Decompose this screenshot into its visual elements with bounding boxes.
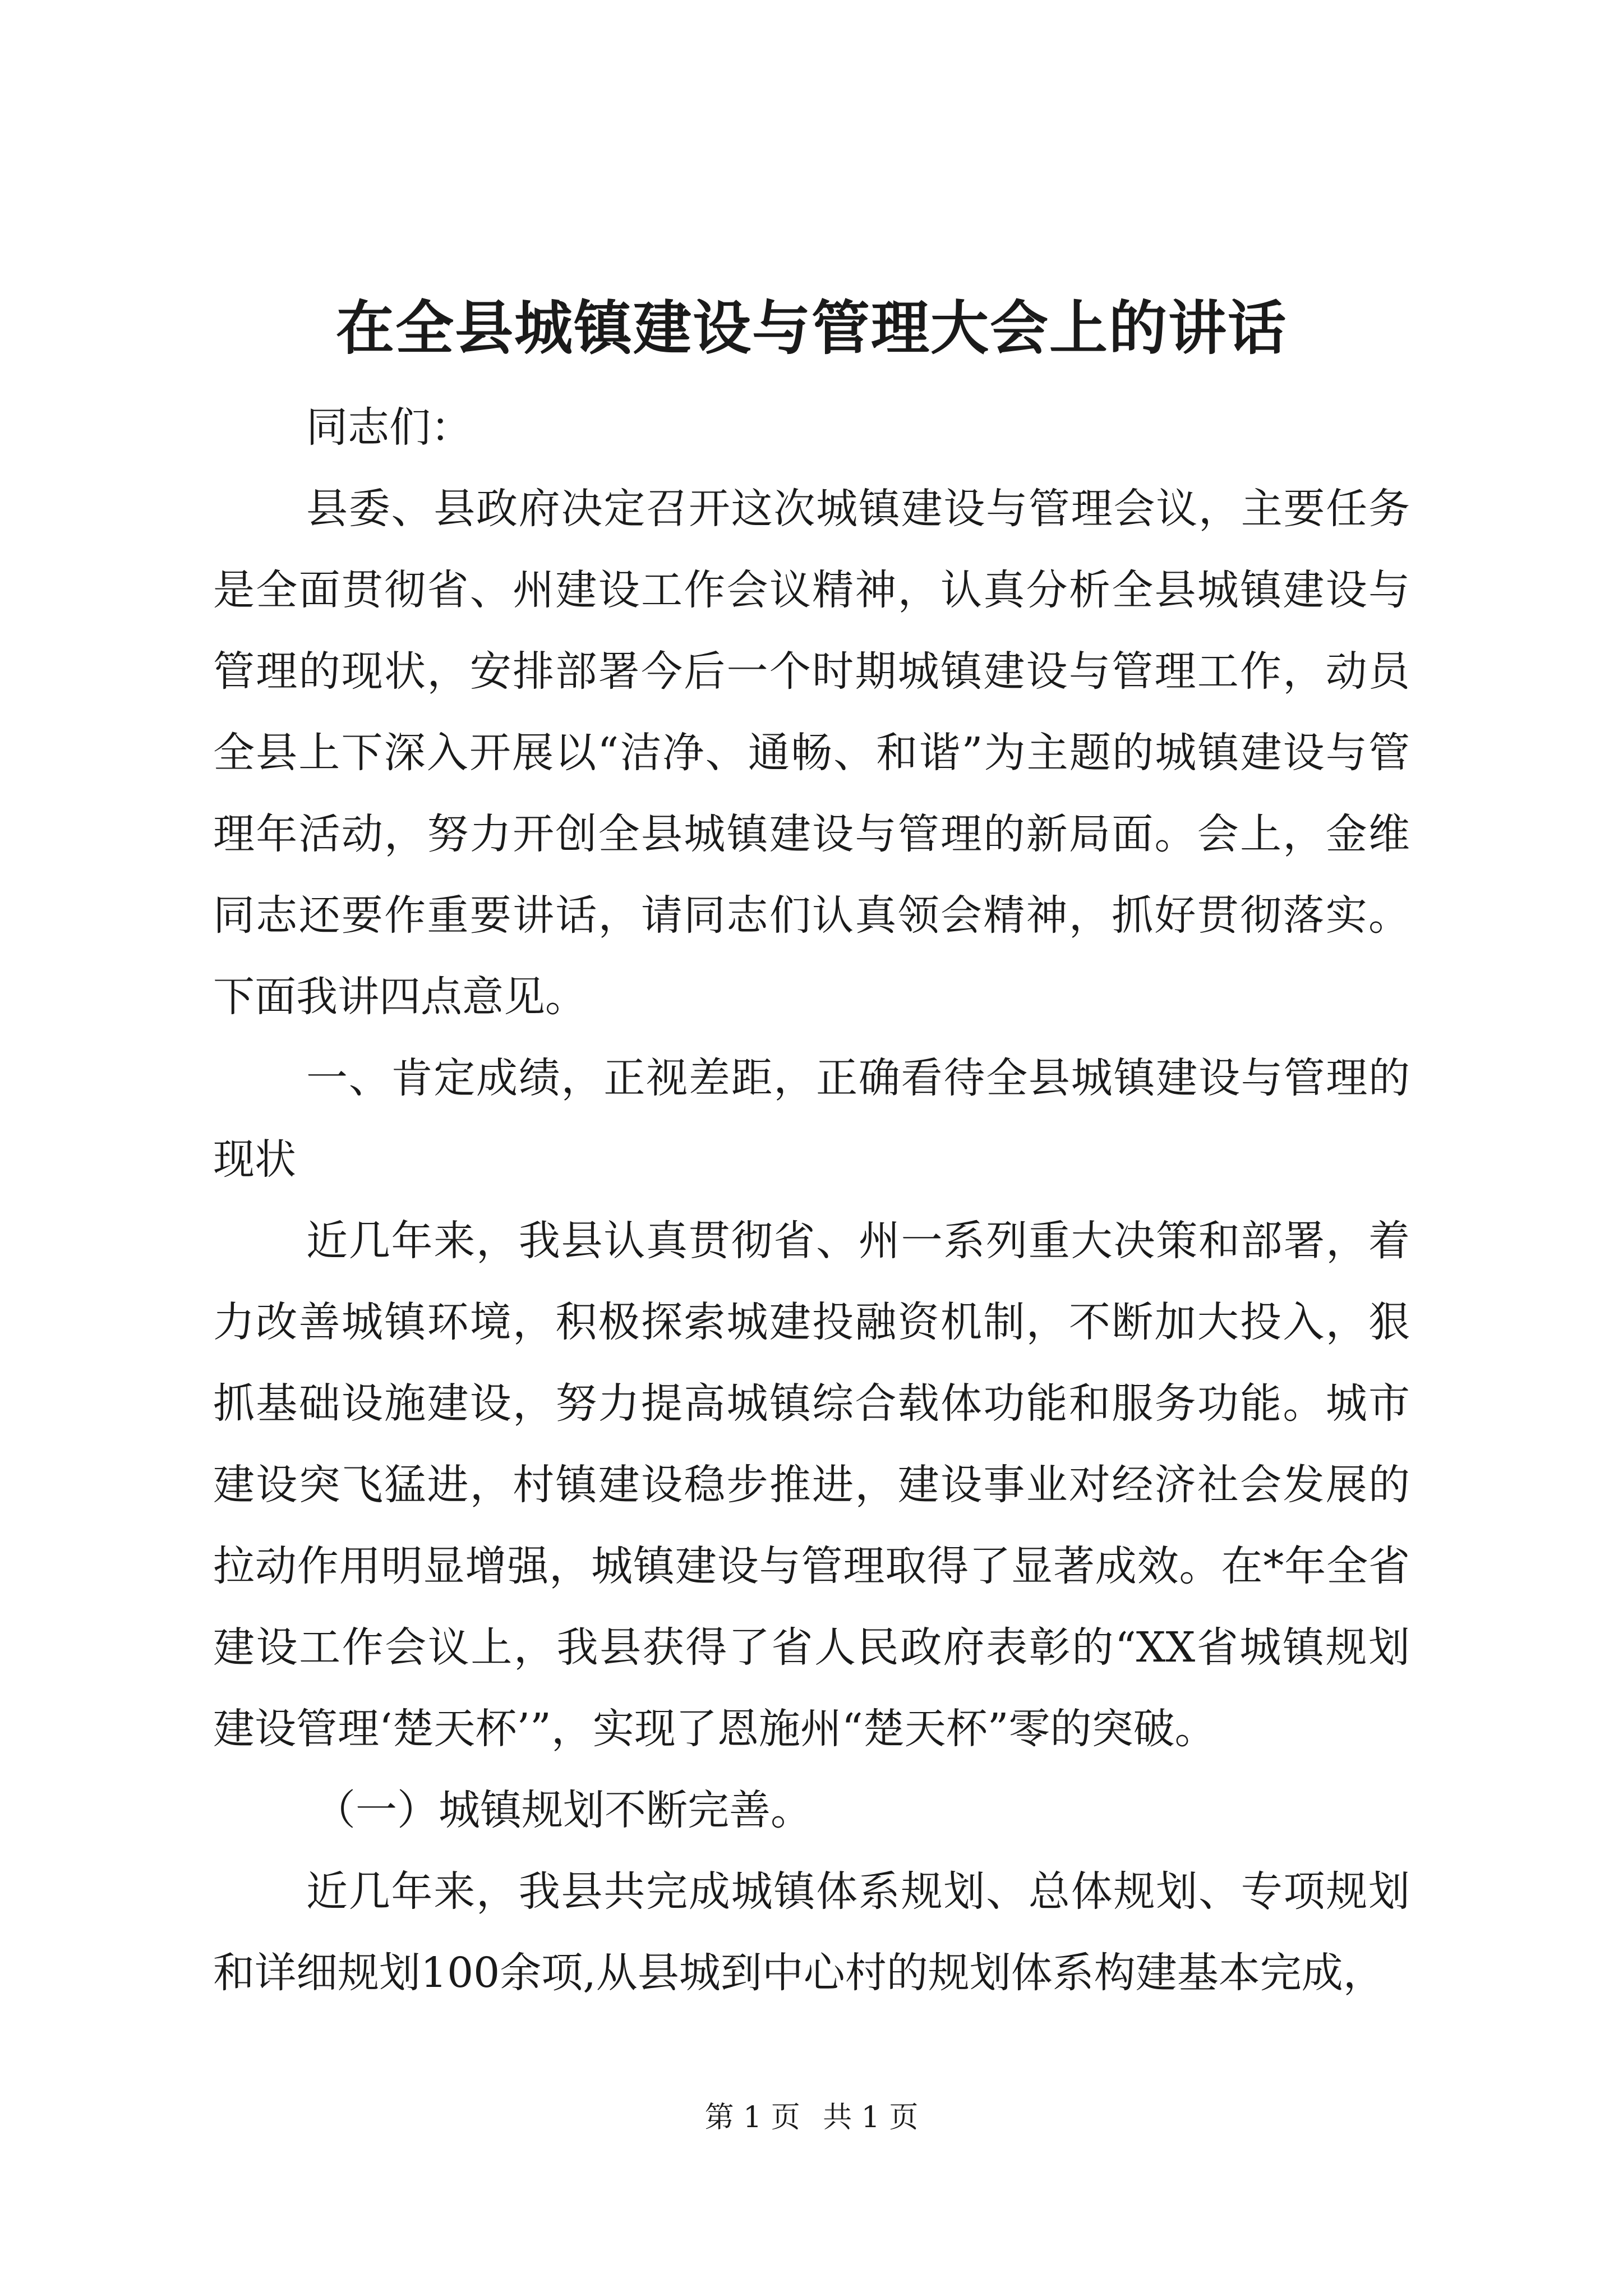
subsection-heading: （一）城镇规划不断完善。: [314, 1786, 812, 1834]
document-body: [213, 387, 1410, 2014]
section-heading: 一、肯定成绩，正视差距，正确看待全县城镇建设与管理的现状: [213, 1054, 1410, 1184]
page-total: 共 1 页: [823, 2101, 919, 2134]
document-title: 在全县城镇建设与管理大会上的讲话: [335, 293, 1287, 362]
body-paragraph: 县委、县政府决定召开这次城镇建设与管理会议，主要任务是全面贯彻省、州建设工作会议精神，认真分析全县城镇建设与管理的现状，安排部署今后一个时期城镇建设与管理工作，动员全县上下深入开展以“洁净、通畅、和谐”为主题的城镇建设与管理年活动，努力开创全县城镇建设与管理的新局面。会上，金维同志还要作重要讲话，请同志们认真领会精神，抓好贯彻落实。下面我讲四点意见。: [213, 485, 1410, 1021]
salutation: 同志们：: [306, 403, 472, 452]
body-paragraph: 近几年来，我县认真贯彻省、州一系列重大决策和部署，着力改善城镇环境，积极探索城建投融资机制，不断加大投入，狠抓基础设施建设，努力提高城镇综合载体功能和服务功能。城市建设突飞猛进，村镇建设稳步推进，建设事业对经济社会发展的拉动作用明显增强，城镇建设与管理取得了显著成效。在*年全省建设工作会议上，我县获得了省人民政府表彰的“XX省城镇规划建设管理‘楚天杯’”，实现了恩施州“楚天杯”零的突破。: [213, 1217, 1410, 1753]
page-number: 第 1 页: [704, 2101, 800, 2134]
body-paragraph: 近几年来，我县共完成城镇体系规划、总体规划、专项规划和详细规划100余项,从县城到中心村的规划体系构建基本完成，: [213, 1867, 1410, 1997]
page-footer: [0, 2098, 1623, 2137]
